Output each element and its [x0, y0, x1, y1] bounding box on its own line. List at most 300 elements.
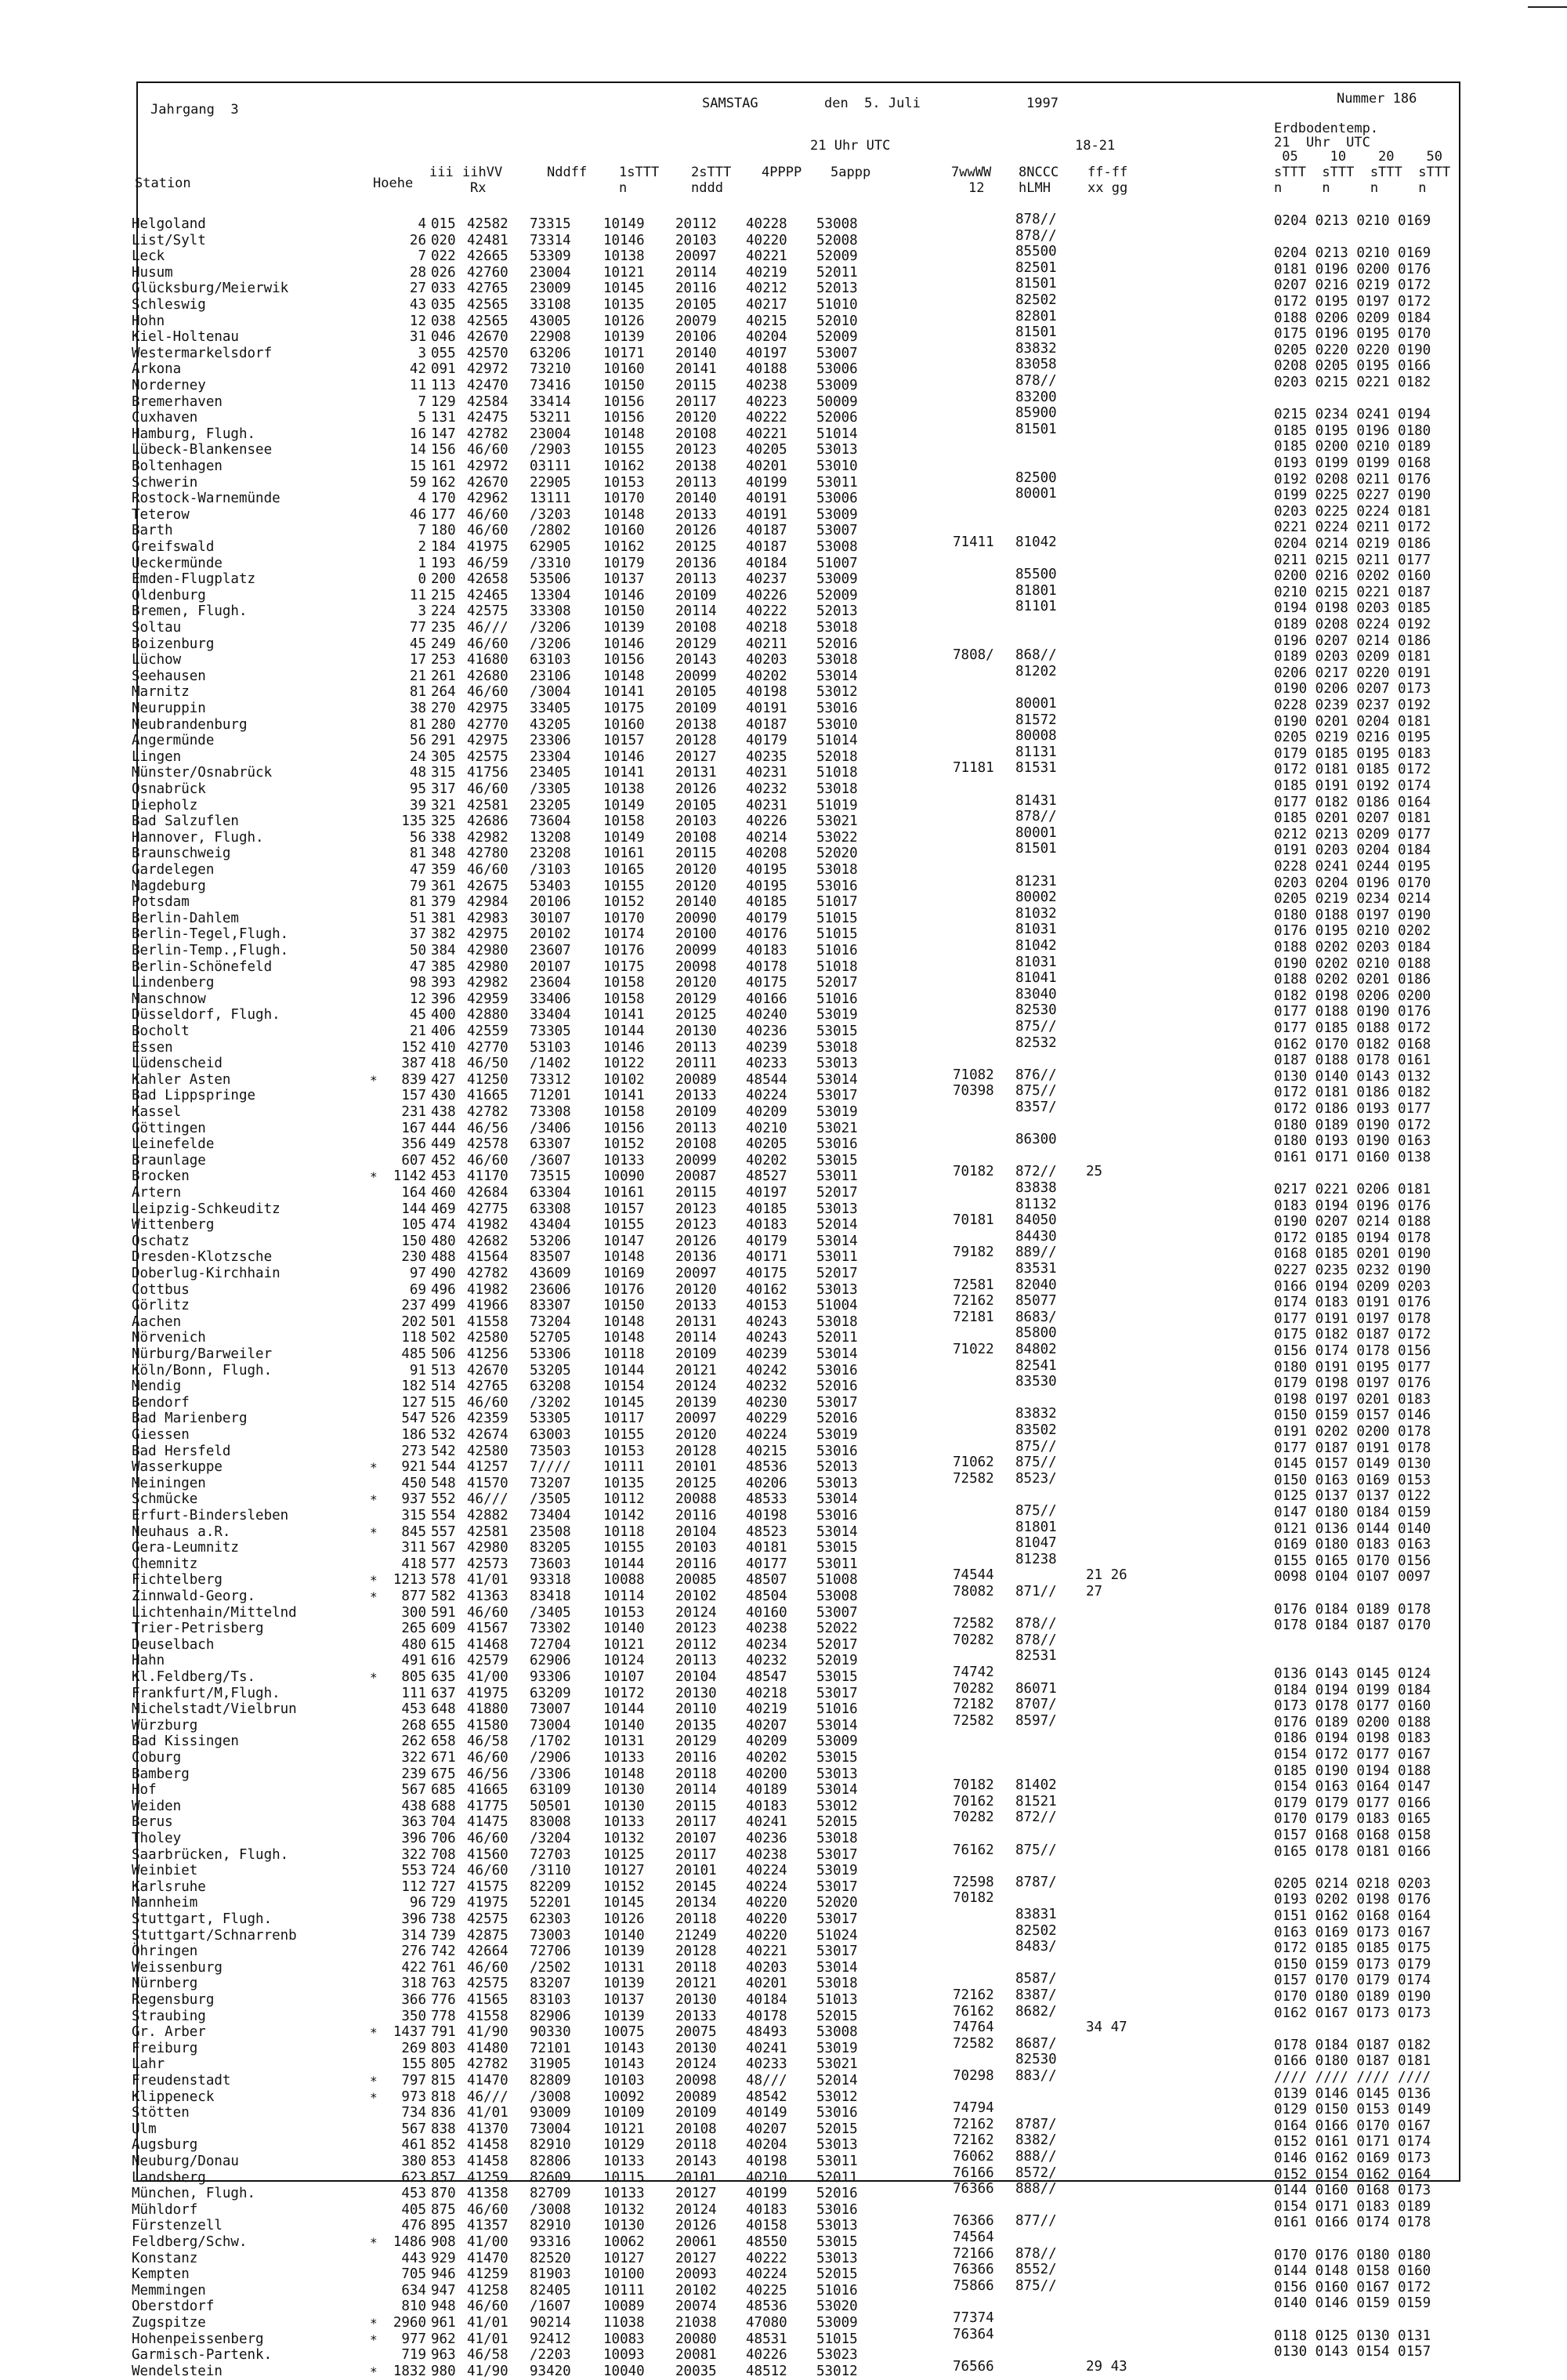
table-row	[132, 599, 1459, 620]
group-2-value: 20101	[675, 2169, 717, 2186]
group-1-value: 10112	[603, 1491, 645, 1508]
station-name: Glücksburg/Meierwik	[132, 281, 289, 297]
group-1-value: 10156	[603, 410, 645, 426]
nddff-value: 63003	[530, 1427, 571, 1443]
group-8-value: 82502	[1015, 1922, 1057, 1939]
station-height: 11	[409, 378, 426, 393]
station-id: 554	[431, 1508, 456, 1523]
iihvv-value: 42782	[467, 1266, 508, 1281]
nddff-value: 82910	[530, 2137, 571, 2154]
station-height: 300	[401, 1604, 426, 1621]
group-5-value: 51016	[816, 2282, 858, 2298]
table-row	[132, 486, 1459, 507]
group-4-value: 48536	[746, 1459, 787, 1476]
table-row	[132, 1503, 1459, 1524]
station-id: 708	[431, 1846, 456, 1863]
table-row	[132, 357, 1459, 378]
iihvv-value: 41/90	[467, 2024, 508, 2041]
table-row	[132, 859, 1459, 878]
group-2-value: 20124	[675, 2201, 717, 2218]
group-5-value: 53017	[816, 1943, 858, 1960]
table-row	[132, 1697, 1459, 1718]
group-5-value: 53015	[816, 1023, 858, 1039]
iihvv-value: 46/60	[467, 684, 508, 701]
station-name: Bad Hersfeld	[132, 1443, 231, 1459]
iihvv-value: 41982	[467, 1281, 508, 1298]
station-height: 322	[401, 1750, 426, 1766]
table-row	[132, 227, 1459, 249]
group-4-value: 40214	[746, 829, 787, 846]
table-row	[132, 1034, 1459, 1056]
station-name: Greifswald	[132, 539, 215, 555]
soil-temps: 0188 0202 0201 0186	[1274, 972, 1431, 988]
iihvv-value: 41/00	[467, 2234, 508, 2250]
group-2-value: 20116	[675, 1556, 717, 1572]
iihvv-value: 41/01	[467, 2331, 508, 2347]
group-5-value: 53017	[816, 1911, 858, 1927]
group-8-value: 81501	[1015, 276, 1057, 292]
nddff-value: /1607	[530, 2298, 571, 2315]
station-height: 461	[401, 2137, 426, 2154]
group-4-value: 48512	[746, 2363, 787, 2379]
group-8-value: 877//	[1015, 2213, 1057, 2230]
group-2-value: 20114	[675, 603, 717, 620]
group-1-value: 10145	[603, 281, 645, 297]
group-1-value: 10121	[603, 1636, 645, 1653]
group-5-value: 52013	[816, 1459, 858, 1476]
station-height: 96	[409, 1895, 426, 1911]
group-2-value: 20101	[675, 1863, 717, 1879]
nddff-value: 72704	[530, 1636, 571, 1653]
group-8-value: 8572/	[1015, 2164, 1057, 2181]
group-8-value: 8483/	[1015, 1939, 1057, 1955]
iihvv-value: 42684	[467, 1185, 508, 1201]
table-row	[132, 2100, 1459, 2121]
group-5-value: 52017	[816, 1636, 858, 1653]
nddff-value: 23004	[530, 264, 571, 281]
station-id: 962	[431, 2331, 456, 2347]
corner-rule	[1528, 6, 1567, 8]
group-8-value: 875//	[1015, 1438, 1057, 1454]
station-id: 184	[431, 539, 456, 555]
table-row	[132, 373, 1459, 394]
station-name: Husum	[132, 264, 173, 281]
soil-temps: 0228 0239 0237 0192	[1274, 697, 1431, 713]
group-2-value: 20108	[675, 426, 717, 442]
iihvv-value: 41357	[467, 2218, 508, 2234]
group-4-value: 40197	[746, 1185, 787, 1201]
station-height: 28	[409, 264, 426, 281]
group-8-value: 82532	[1015, 1034, 1057, 1051]
group-7-value: 74794	[953, 2100, 994, 2117]
group-1-value: 10157	[603, 733, 645, 749]
station-name: Oldenburg	[132, 587, 206, 603]
group-1-value: 10175	[603, 701, 645, 716]
station-id: 675	[431, 1766, 456, 1782]
table-row	[132, 1454, 1459, 1476]
iihvv-value: 42962	[467, 491, 508, 507]
soil-temps: 0204 0213 0210 0169	[1274, 213, 1431, 229]
nddff-value: 53306	[530, 1346, 571, 1362]
station-id: 253	[431, 652, 456, 668]
station-height: 21	[409, 1023, 426, 1039]
iihvv-value: 41975	[467, 1895, 508, 1911]
group-5-value: 53011	[816, 1556, 858, 1572]
group-5-value: 53018	[816, 862, 858, 878]
group-5-value: 53018	[816, 1313, 858, 1330]
group-1-value: 10146	[603, 748, 645, 765]
group-1-value: 10137	[603, 1992, 645, 2008]
soil-temps: 0172 0186 0193 0177	[1274, 1101, 1431, 1117]
nddff-value: 53309	[530, 248, 571, 265]
group-1-value: 10118	[603, 1523, 645, 1540]
group-4-value: 40220	[746, 232, 787, 248]
soil-temps: 0163 0169 0173 0167	[1274, 1924, 1431, 1940]
group-5-value: 52009	[816, 329, 858, 346]
group-7-value: 70182	[953, 1890, 994, 1907]
soil-temps: 0178 0184 0187 0170	[1274, 1617, 1431, 1634]
group-2-value: 20136	[675, 1249, 717, 1266]
station-height: 4	[418, 216, 426, 232]
soil-temps: 0190 0206 0207 0173	[1274, 681, 1431, 697]
group-1-value: 10062	[603, 2234, 645, 2250]
station-height: 396	[401, 1911, 426, 1927]
soil-temps: 0162 0167 0173 0173	[1274, 2005, 1431, 2021]
iihvv-value: 42580	[467, 1330, 508, 1346]
year-label: 1997	[1026, 96, 1059, 111]
group-4-value: 40226	[746, 813, 787, 830]
group-5-value: 53012	[816, 2363, 858, 2379]
group-5-value: 51008	[816, 1572, 858, 1588]
nddff-value: /3405	[530, 1604, 571, 1621]
group-4-value: 48523	[746, 1523, 787, 1540]
station-name: Diepholz	[132, 797, 198, 813]
date-label: den 5. Juli	[824, 96, 921, 111]
station-id: 805	[431, 2056, 456, 2073]
soil-temps: 0140 0146 0159 0159	[1274, 2295, 1431, 2312]
nddff-value: 43005	[530, 313, 571, 329]
group-8-value: 8683/	[1015, 1309, 1057, 1325]
group-8-value: 84050	[1015, 1212, 1057, 1229]
group-1-value: 10146	[603, 636, 645, 652]
table-row	[132, 1648, 1459, 1669]
station-height: 105	[401, 1217, 426, 1233]
iihvv-value: 46/60	[467, 781, 508, 797]
group-4-value: 40234	[746, 1636, 787, 1653]
group-1-value: 10040	[603, 2363, 645, 2379]
station-height: 1	[418, 555, 426, 571]
station-height: 56	[409, 829, 426, 846]
group-7-value: 72166	[953, 2245, 994, 2262]
soil-temps: 0190 0207 0214 0188	[1274, 1214, 1431, 1230]
station-name: Arkona	[132, 361, 182, 378]
station-id: 480	[431, 1233, 456, 1249]
group-5-value: 52009	[816, 587, 858, 603]
group-2-value: 20113	[675, 1120, 717, 1136]
station-id: 548	[431, 1475, 456, 1491]
mountain-marker: *	[370, 1573, 378, 1588]
station-id: 180	[431, 523, 456, 539]
soil-temps: 0121 0136 0144 0140	[1274, 1520, 1431, 1537]
nddff-value: 63308	[530, 1201, 571, 1217]
group-5-value: 51010	[816, 297, 858, 313]
station-height: 95	[409, 781, 426, 797]
col-4pppp: 4PPPP	[762, 165, 802, 180]
group-7-value: 76364	[953, 2326, 994, 2342]
iihvv-value: 42760	[467, 264, 508, 281]
group-2-value: 20109	[675, 1346, 717, 1362]
group-1-value: 10149	[603, 829, 645, 846]
group-2-value: 20138	[675, 716, 717, 733]
soil-temps: 0204 0214 0219 0186	[1274, 536, 1431, 552]
station-name: Bad Marienberg	[132, 1411, 248, 1427]
table-row	[132, 1987, 1459, 2009]
table-row	[132, 712, 1459, 734]
group-8-value: 86300	[1015, 1132, 1057, 1148]
group-4-value: 40195	[746, 862, 787, 878]
station-id: 929	[431, 2250, 456, 2266]
group-2-value: 20102	[675, 1588, 717, 1604]
soil-temps: 0176 0189 0200 0188	[1274, 1714, 1431, 1730]
table-row	[132, 647, 1459, 668]
station-id: 193	[431, 555, 456, 571]
station-id: 474	[431, 1217, 456, 1233]
group-7-value: 71062	[953, 1454, 994, 1471]
station-name: Bremerhaven	[132, 393, 223, 410]
soil-temps: 0205 0220 0220 0190	[1274, 342, 1431, 358]
iihvv-value: 46/60	[467, 1604, 508, 1621]
group-4-value: 40243	[746, 1330, 787, 1346]
group-5-value: 52022	[816, 1621, 858, 1637]
station-height: 167	[401, 1120, 426, 1136]
station-height: 438	[401, 1798, 426, 1814]
group-5-value: 52020	[816, 846, 858, 862]
soil-temps: 0150 0159 0157 0146	[1274, 1407, 1431, 1424]
station-id: 727	[431, 1878, 456, 1895]
nddff-value: 83507	[530, 1249, 571, 1266]
group-5-value: 51015	[816, 926, 858, 943]
nddff-value: /3306	[530, 1766, 571, 1782]
table-row	[132, 1922, 1459, 1944]
station-id: 853	[431, 2154, 456, 2169]
nddff-value: 63109	[530, 1782, 571, 1799]
station-height: 69	[409, 1281, 426, 1298]
group-2-value: 20115	[675, 1798, 717, 1814]
group-2-value: 20105	[675, 297, 717, 313]
group-8-value: 81132	[1015, 1196, 1057, 1212]
station-id: 946	[431, 2266, 456, 2283]
group-4-value: 40183	[746, 943, 787, 958]
soil-temps: 0170 0179 0183 0165	[1274, 1811, 1431, 1828]
group-2-value: 20143	[675, 652, 717, 668]
group-8-value: 80001	[1015, 486, 1057, 502]
station-height: 350	[401, 2008, 426, 2024]
nddff-value: 83008	[530, 1814, 571, 1831]
group-2-value: 20118	[675, 1911, 717, 1927]
station-name: Kiel-Holtenau	[132, 329, 239, 346]
group-4-value: 40149	[746, 2105, 787, 2121]
group-8-value: 875//	[1015, 1454, 1057, 1471]
group-4-value: 40240	[746, 1007, 787, 1023]
mountain-marker: *	[370, 2364, 378, 2379]
group-2-value: 20121	[675, 1976, 717, 1992]
station-id: 963	[431, 2347, 456, 2364]
table-row	[132, 2344, 1459, 2364]
station-id: 818	[431, 2088, 456, 2105]
iihvv-value: 46/60	[467, 506, 508, 523]
station-id: 249	[431, 636, 456, 652]
soil-temps: 0179 0185 0195 0183	[1274, 745, 1431, 762]
group-1-value: 10174	[603, 926, 645, 943]
group-1-value: 10139	[603, 620, 645, 636]
group-8-value: 82530	[1015, 2052, 1057, 2068]
table-row	[132, 421, 1459, 443]
station-name: Lahr	[132, 2056, 165, 2073]
station-id: 384	[431, 943, 456, 958]
group-8-value: 80008	[1015, 728, 1057, 744]
group-5-value: 53015	[816, 1152, 858, 1168]
group-4-value: 40222	[746, 603, 787, 620]
col-2sttt-sub: nddd	[691, 180, 723, 196]
soil-temps: 0180 0189 0190 0172	[1274, 1117, 1431, 1133]
group-4-value: 48///	[746, 2073, 787, 2088]
group-8-value: 82502	[1015, 292, 1057, 308]
group-1-value: 10161	[603, 1185, 645, 1201]
group-2-value: 20113	[675, 1039, 717, 1056]
station-id: 724	[431, 1863, 456, 1879]
station-height: 155	[401, 2056, 426, 2073]
group-8-value: 875//	[1015, 1842, 1057, 1858]
col-8nccc-sub: hLMH	[1019, 180, 1051, 196]
soil-temps: 0166 0180 0187 0181	[1274, 2053, 1431, 2070]
group-8-value: 82801	[1015, 308, 1057, 324]
group-1-value: 10152	[603, 894, 645, 911]
station-height: 31	[409, 329, 426, 346]
nddff-value: 83307	[530, 1298, 571, 1314]
group-5-value: 53018	[816, 620, 858, 636]
nddff-value: 22905	[530, 474, 571, 491]
soil-temps: 0154 0171 0183 0189	[1274, 2198, 1431, 2215]
table-row	[132, 212, 1459, 233]
iihvv-value: 42980	[467, 943, 508, 958]
group-4-value: 40225	[746, 2282, 787, 2298]
station-name: Freudenstadt	[132, 2073, 231, 2088]
group-8-value: 875//	[1015, 2277, 1057, 2294]
station-name: Schleswig	[132, 297, 206, 313]
group-7-value: 70182	[953, 1164, 994, 1180]
group-2-value: 20114	[675, 1782, 717, 1799]
soil-temps: 0118 0125 0130 0131	[1274, 2327, 1431, 2344]
soil-temps: 0228 0241 0244 0195	[1274, 859, 1431, 875]
nddff-value: 13208	[530, 829, 571, 846]
station-id: 410	[431, 1039, 456, 1056]
group-1-value: 10155	[603, 1217, 645, 1233]
group-7-value: 76366	[953, 2213, 994, 2230]
group-4-value: 40226	[746, 587, 787, 603]
group-4-value: 40187	[746, 539, 787, 555]
nddff-value: /3406	[530, 1120, 571, 1136]
group-5-value: 53017	[816, 1088, 858, 1104]
group-5-value: 53019	[816, 2040, 858, 2056]
group-1-value: 10145	[603, 1394, 645, 1411]
group-2-value: 20141	[675, 361, 717, 378]
soil-temps: 0176 0195 0210 0202	[1274, 923, 1431, 940]
station-name: Gera-Leumnitz	[132, 1540, 239, 1556]
group-4-value: 48542	[746, 2088, 787, 2105]
iihvv-value: 42359	[467, 1411, 508, 1427]
station-height: 237	[401, 1298, 426, 1314]
iihvv-value: 41470	[467, 2073, 508, 2088]
soil-temps: 0177 0188 0190 0176	[1274, 1004, 1431, 1020]
table-row	[132, 2198, 1459, 2219]
soil-temps: 0207 0216 0219 0172	[1274, 277, 1431, 294]
group-8-value: 82530	[1015, 1002, 1057, 1019]
group-4-value: 40177	[746, 1556, 787, 1572]
station-name: Zinnwald-Georg.	[132, 1588, 256, 1604]
group-8-value: 81131	[1015, 744, 1057, 760]
iihvv-value: 41259	[467, 2266, 508, 2283]
table-row	[132, 681, 1459, 701]
group-2-value: 20127	[675, 2186, 717, 2202]
station-id: 658	[431, 1733, 456, 1750]
group-2-value: 20103	[675, 232, 717, 248]
group-2-value: 20087	[675, 1168, 717, 1185]
soil-temps: 0168 0185 0201 0190	[1274, 1246, 1431, 1262]
nddff-value: 63206	[530, 345, 571, 361]
station-id: 578	[431, 1572, 456, 1588]
iihvv-value: 42975	[467, 926, 508, 943]
soil-temps: 0183 0194 0196 0176	[1274, 1197, 1431, 1214]
col-8nccc: 8NCCC	[1019, 165, 1059, 180]
group-5-value: 53009	[816, 1733, 858, 1750]
iihvv-value: 42658	[467, 571, 508, 588]
group-5-value: 51017	[816, 894, 858, 911]
table-row	[132, 259, 1459, 281]
group-2-value: 20079	[675, 313, 717, 329]
group-8-value: 81501	[1015, 324, 1057, 341]
group-2-value: 20133	[675, 1088, 717, 1104]
iihvv-value: 42770	[467, 716, 508, 733]
nddff-value: 23508	[530, 1523, 571, 1540]
table-row	[132, 954, 1459, 976]
station-id: 739	[431, 1927, 456, 1943]
nddff-value: 43609	[530, 1266, 571, 1281]
table-row	[132, 1164, 1459, 1185]
group-5-value: 53014	[816, 1233, 858, 1249]
table-row	[132, 1002, 1459, 1023]
iihvv-value: 41560	[467, 1846, 508, 1863]
station-name: Berlin-Tegel,Flugh.	[132, 926, 289, 943]
group-5-value: 53009	[816, 571, 858, 588]
station-id: 091	[431, 361, 456, 378]
station-id: 671	[431, 1750, 456, 1766]
group-2-value: 20113	[675, 474, 717, 491]
group-2-value: 20035	[675, 2363, 717, 2379]
group-1-value: 10143	[603, 2040, 645, 2056]
station-name: Düsseldorf, Flugh.	[132, 1007, 280, 1023]
soil-temps: 0185 0195 0196 0180	[1274, 422, 1431, 439]
group-8-value: 86071	[1015, 1680, 1057, 1697]
station-name: Bremen, Flugh.	[132, 603, 248, 620]
group-2-value: 20130	[675, 1685, 717, 1701]
table-row	[132, 405, 1459, 426]
group-5-value: 53016	[816, 1443, 858, 1459]
station-id: 046	[431, 329, 456, 346]
station-name: Lindenberg	[132, 975, 215, 991]
nddff-value: /3505	[530, 1491, 571, 1508]
group-8-value: 81521	[1015, 1793, 1057, 1809]
nddff-value: 7////	[530, 1459, 571, 1476]
